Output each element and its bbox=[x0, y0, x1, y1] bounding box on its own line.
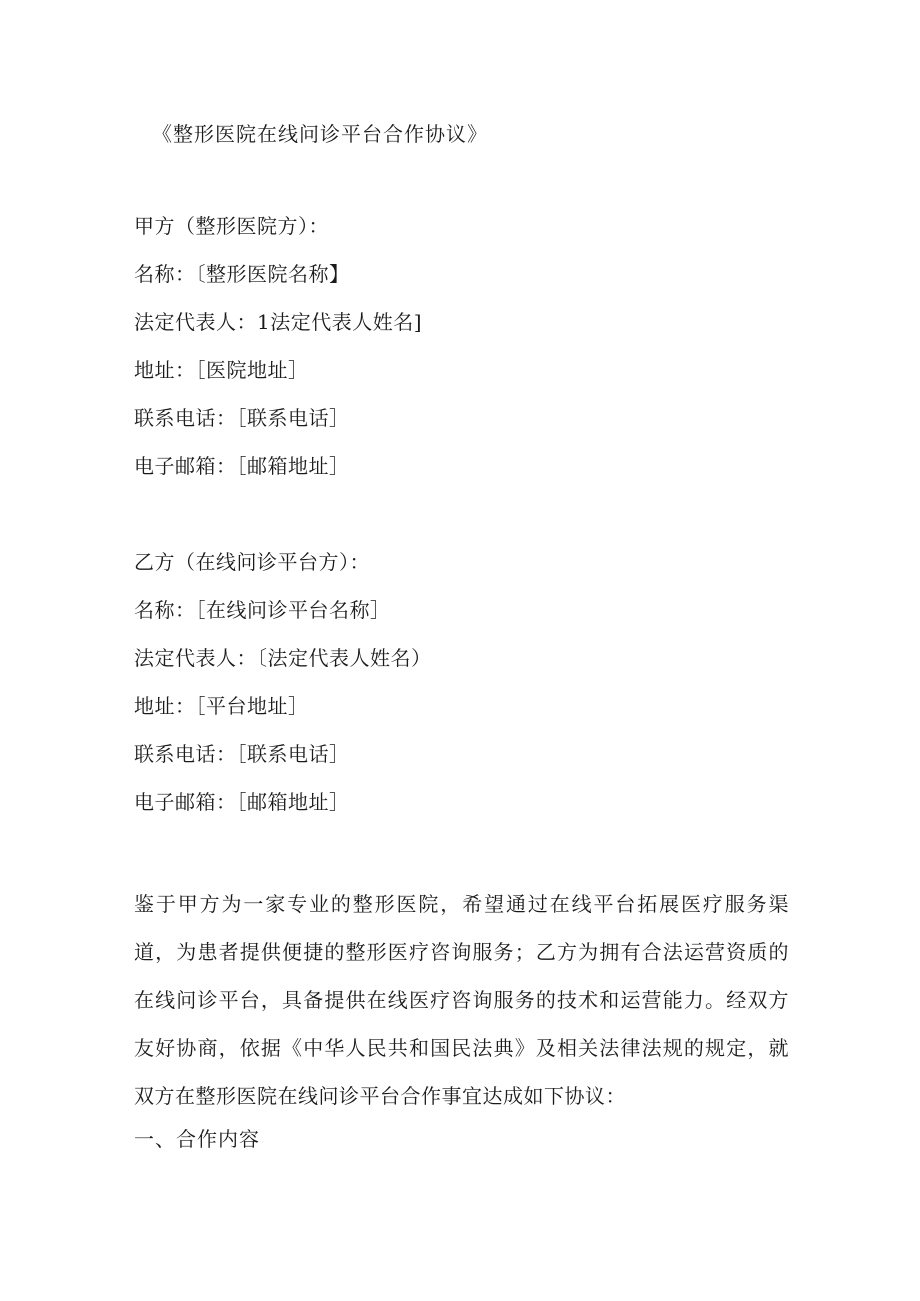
party-a-block bbox=[134, 211, 794, 499]
party-b-address: 地址：［平台地址］ bbox=[134, 694, 309, 718]
party-b-block bbox=[134, 547, 794, 835]
section-heading-cooperation-content: 一、合作内容 bbox=[134, 1127, 260, 1151]
party-a-name: 名称：〔整形医院名称】 bbox=[134, 262, 350, 286]
party-a-phone: 联系电话：［联系电话］ bbox=[134, 406, 350, 430]
party-a-legal-representative: 法定代表人：1法定代表人姓名] bbox=[134, 310, 423, 334]
document-title: 《整形医院在线问诊平台合作协议》 bbox=[152, 122, 488, 146]
party-b-name: 名称：［在线问诊平台名称］ bbox=[134, 598, 391, 622]
party-a-email: 电子邮箱：［邮箱地址］ bbox=[134, 454, 350, 478]
party-b-phone: 联系电话：［联系电话］ bbox=[134, 742, 350, 766]
party-a-heading: 甲方（整形医院方）： bbox=[134, 214, 329, 238]
party-b-legal-representative: 法定代表人：〔法定代表人姓名） bbox=[134, 646, 432, 670]
party-b-heading: 乙方（在线问诊平台方）： bbox=[134, 550, 370, 574]
party-a-address: 地址：［医院地址］ bbox=[134, 358, 309, 382]
preamble-paragraph: 鉴于甲方为一家专业的整形医院，希望通过在线平台拓展医疗服务渠道，为患者提供便捷的整形医疗咨询服务；乙方为拥有合法运营资质的在线问诊平台，具备提供在线医疗咨询服务的技术和运营能力。经双方友好协商，依据《中华人民共和国民法典》及相关法律法规的规定，就双方在整形医院在线问诊平台合作事宜达成如下协议： bbox=[134, 892, 789, 1108]
party-b-email: 电子邮箱：［邮箱地址］ bbox=[134, 790, 350, 814]
